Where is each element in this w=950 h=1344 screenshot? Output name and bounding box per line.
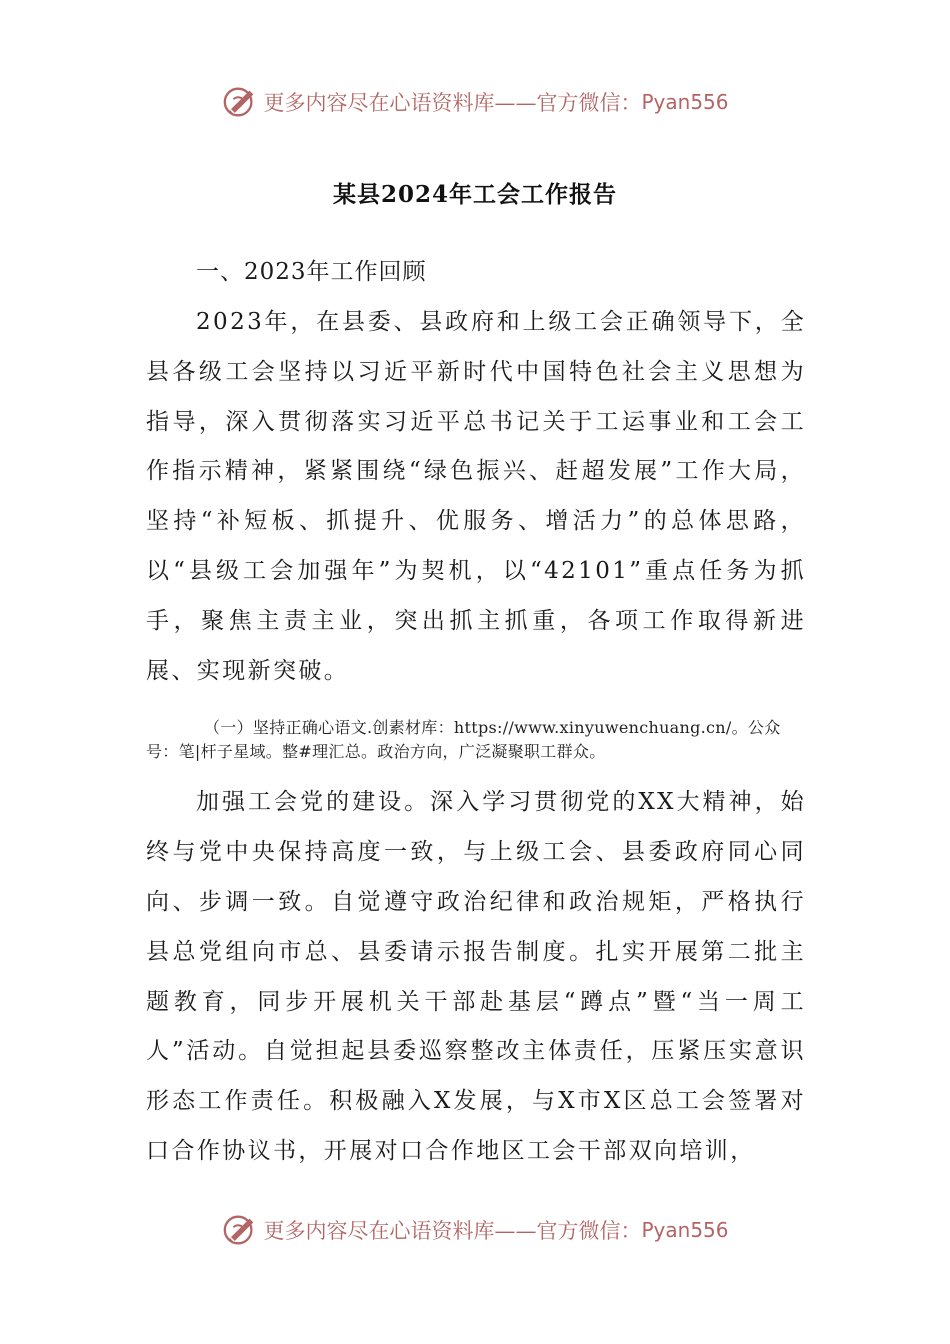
watermark-banner-top [0, 80, 950, 124]
watermark-contact: Pyan556 [641, 1218, 729, 1242]
watermark-text: 更多内容尽在心语资料库——官方微信： [263, 91, 642, 115]
paragraph-party-building: 加强工会党的建设。深入学习贯彻党的XX大精神，始终与党中央保持高度一致，与上级工会、县委政府同心同向、步调一致。自觉遵守政治纪律和政治规矩，严格执行县总党组向市总、县委请示报告制度。扎实开展第二批主题教育，同步开展机关干部赴基层“蹲点”暨“当一周工人”活动。自觉担起县委巡察整改主体责任，压紧压实意识形态工作责任。积极融入X发展，与X市X区总工会签署对口合作协议书，开展对口合作地区工会干部双向培训， [146, 789, 806, 1164]
section-heading: 一、2023年工作回顾 [196, 259, 427, 285]
document-title: 某县2024年工会工作报告 [332, 181, 617, 208]
subheading-note: （一）坚持正确心语文.创素材库：https://www.xinyuwenchuang.cn/。公众号：笔|杆子星域。整#理汇总。政治方向，广泛凝聚职工群众。 [146, 718, 781, 762]
pen-logo-icon [221, 1211, 259, 1249]
paragraph-review: 2023年，在县委、县政府和上级工会正确领导下，全县各级工会坚持以习近平新时代中国特色社会主义思想为指导，深入贯彻落实习近平总书记关于工运事业和工会工作指示精神，紧紧围绕“绿色振兴、赶超发展”工作大局，坚持“补短板、抓提升、优服务、增活力”的总体思路，以“县级工会加强年”为契机，以“42101”重点任务为抓手，聚焦主责主业，突出抓主抓重，各项工作取得新进展、实现新突破。 [146, 309, 806, 684]
pen-logo-icon [221, 83, 259, 121]
document-body [146, 250, 806, 1177]
watermark-text: 更多内容尽在心语资料库——官方微信： [263, 1219, 642, 1243]
watermark-banner-bottom [0, 1208, 950, 1252]
watermark-contact: Pyan556 [641, 90, 729, 114]
